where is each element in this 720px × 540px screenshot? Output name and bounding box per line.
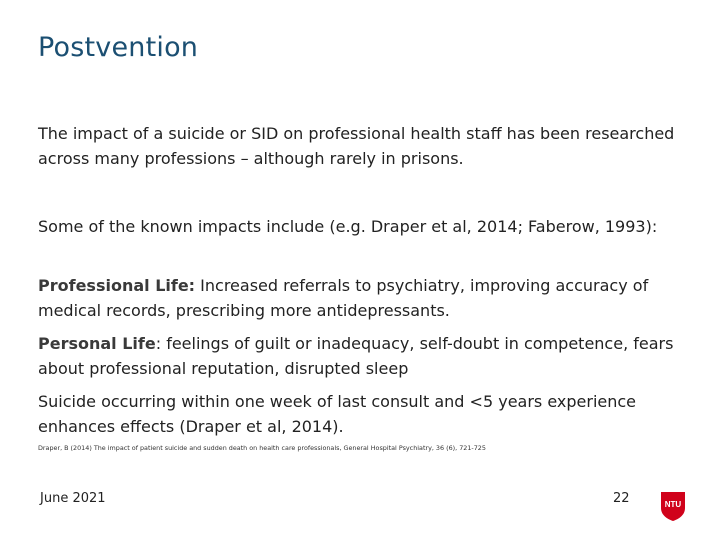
footer-date: June 2021 (40, 491, 106, 506)
personal-life-label: Personal Life (38, 334, 156, 353)
page-number: 22 (613, 491, 630, 506)
timing-effect-paragraph: Suicide occurring within one week of last consult and <5 years experience enhances effects (Draper et al, 2014). (38, 392, 637, 436)
professional-life-paragraph (38, 273, 678, 323)
logo-text: NTU (664, 500, 682, 509)
personal-life-text: : feelings of guilt or inadequacy, self-doubt in competence, fears about professional reputation, disrupted sleep (38, 334, 674, 378)
professional-life-label: Professional Life: (38, 276, 196, 295)
ntu-logo (659, 490, 687, 526)
ntu-shield-icon (659, 490, 687, 522)
reference-citation: Draper, B (2014) The impact of patient suicide and sudden death on health care professionals, General Hospital Psychiatry, 36 (6), 721-725 (38, 444, 486, 452)
professional-life-text: Increased referrals to psychiatry, improving accuracy of medical records, prescribing more antidepressants. (38, 276, 649, 320)
personal-life-paragraph (38, 331, 678, 381)
intro-paragraph: The impact of a suicide or SID on professional health staff has been researched across many professions – although rarely in prisons. (38, 124, 675, 168)
slide-title: Postvention (38, 32, 199, 63)
known-impacts-paragraph: Some of the known impacts include (e.g. Draper et al, 2014; Faberow, 1993): (38, 217, 658, 236)
